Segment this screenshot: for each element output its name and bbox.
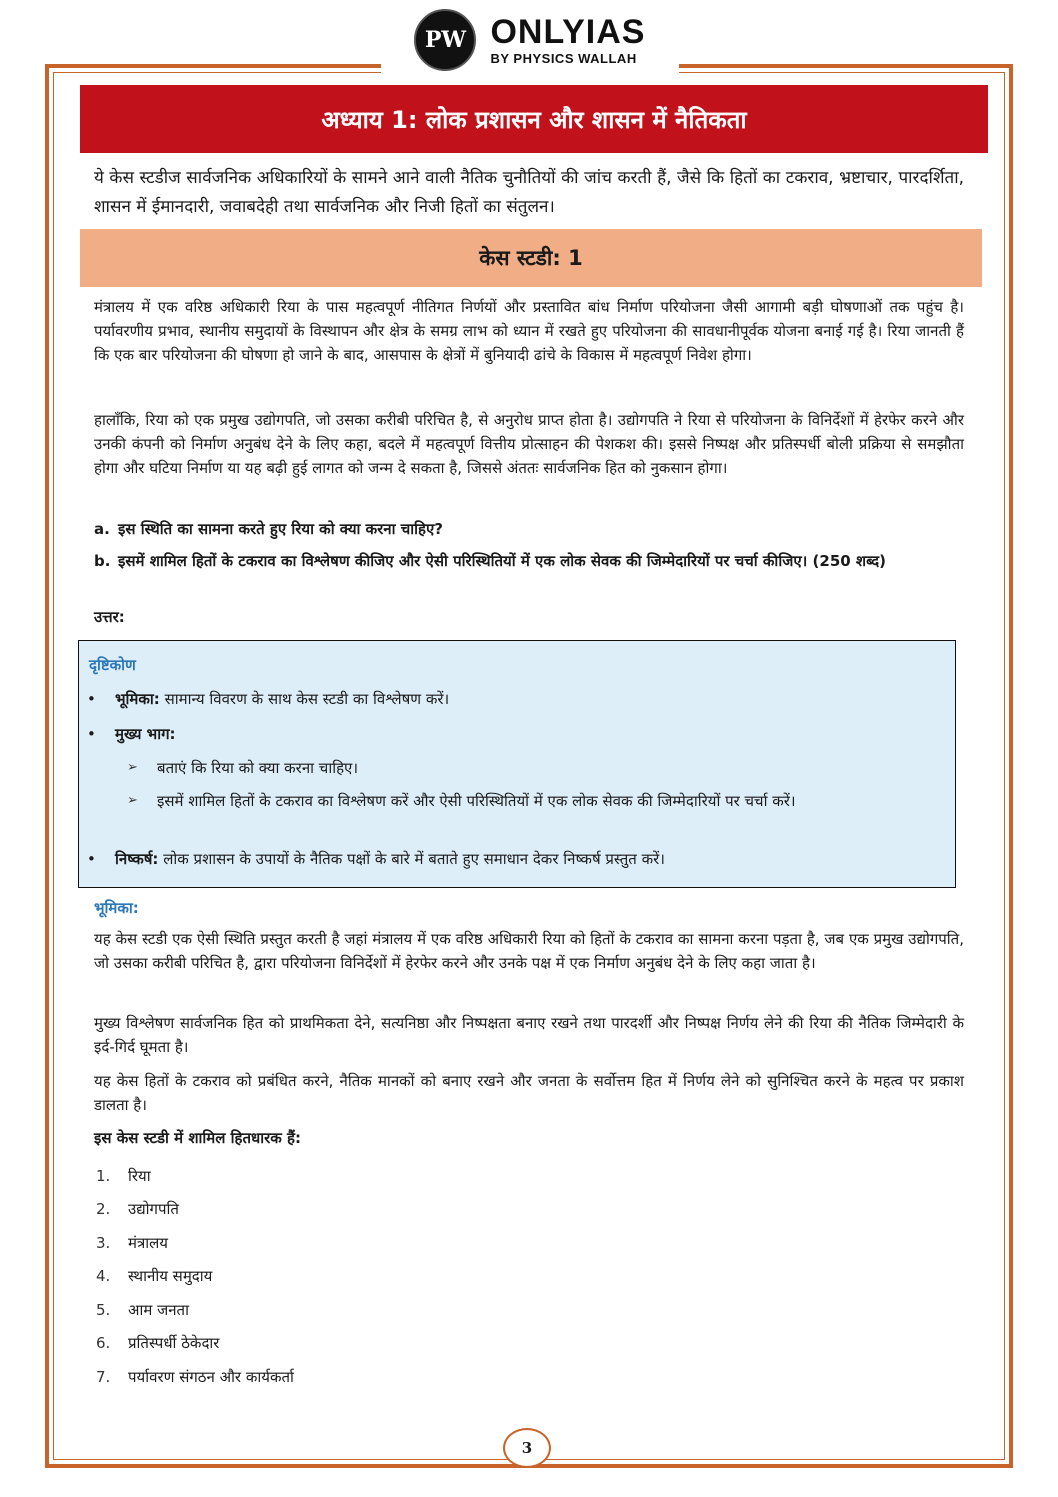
question-text: इसमें शामिल हितों के टकराव का विश्लेषण कीजिए और ऐसी परिस्थितियों में एक लोक सेवक की जिम्मेदारियों पर चर्चा कीजिए। (250 शब्द)	[118, 552, 886, 570]
list-item: 5. आम जनता	[96, 1300, 189, 1319]
approach-conclusion-text: लोक प्रशासन के उपायों के नैतिक पक्षों के बारे में बताते हुए समाधान देकर निष्कर्ष प्रस्तुत करें।	[163, 850, 665, 868]
case-paragraph: मंत्रालय में एक वरिष्ठ अधिकारी रिया के पास महत्वपूर्ण नीतिगत निर्णयों और प्रस्तावित बांध निर्माण परियोजना जैसी आगामी बड़ी घोषणाओं तक पहुंच है। पर्यावरणीय प्रभाव, स्थानीय समुदायों के विस्थापन और क्षेत्र के समग्र लाभ को ध्यान में रखते हुए परियोजना की सावधानीपूर्वक योजना बनाई गई है। रिया जानती हैं कि एक बार परियोजना की घोषणा हो जाने के बाद, आसपास के क्षेत्रों में बुनियादी ढांचे के विकास में महत्वपूर्ण निवेश होगा।	[94, 298, 964, 364]
question-marker: b.	[94, 552, 111, 570]
approach-conclusion-label: निष्कर्ष:	[115, 850, 159, 868]
approach-intro-point	[79, 687, 939, 711]
list-item: 3. मंत्रालय	[96, 1233, 169, 1252]
approach-sub-text: इसमें शामिल हितों के टकराव का विश्लेषण करें और ऐसी परिस्थितियों में एक लोक सेवक की जिम्मेदारियों पर चर्चा करें।	[157, 792, 796, 810]
question-marker: a.	[94, 520, 110, 538]
brand-name: ONLYIAS	[490, 13, 646, 51]
case-paragraph: हालाँकि, रिया को एक प्रमुख उद्योगपति, जो उसका करीबी परिचित है, से अनुरोध प्राप्त होता है। उद्योगपति ने रिया से परियोजना के विनिर्देशों में हेरफेर करने और उनकी कंपनी को निर्माण अनुबंध देने के लिए कहा, बदले में महत्वपूर्ण वित्तीय प्रोत्साहन की पेशकश की। इससे निष्पक्ष और प्रतिस्पर्धी बोली प्रक्रिया से समझौता होगा और घटिया निर्माण या यह बढ़ी हुई लागत को जन्म दे सकता है, जिससे अंततः सार्वजनिक हित को नुकसान होगा।	[94, 411, 964, 477]
case-study-title: केस स्टडी: 1	[80, 229, 982, 287]
approach-main-label: मुख्य भाग:	[115, 725, 176, 743]
arrow-bullet-icon: ➢	[127, 760, 138, 775]
list-item: 6. प्रतिस्पर्धी ठेकेदार	[96, 1334, 220, 1353]
approach-intro-label: भूमिका:	[115, 690, 160, 708]
approach-intro-text: सामान्य विवरण के साथ केस स्टडी का विश्लेषण करें।	[164, 690, 450, 708]
introduction-paragraph: यह केस स्टडी एक ऐसी स्थिति प्रस्तुत करती है जहां मंत्रालय में एक वरिष्ठ अधिकारी रिया को हितों के टकराव का सामना करना पड़ता है, जब एक प्रमुख उद्योगपति, जो उसका करीबी परिचित है, द्वारा परियोजना विनिर्देशों में हेरफेर करने और उनके पक्ष में एक निर्माण अनुबंध देने के लिए कहा जाता है।	[94, 930, 964, 972]
approach-sub-point	[127, 756, 947, 780]
introduction-heading: भूमिका:	[94, 899, 139, 917]
chapter-intro: ये केस स्टडीज सार्वजनिक अधिकारियों के सामने आने वाली नैतिक चुनौतियों की जांच करती हैं, जैसे कि हितों का टकराव, भ्रष्टाचार, पारदर्शिता, शासन में ईमानदारी, जवाबदेही तथा सार्वजनिक और निजी हितों का संतुलन।	[94, 168, 964, 217]
question-text: इस स्थिति का सामना करते हुए रिया को क्या करना चाहिए?	[118, 520, 443, 538]
bullet-icon: •	[87, 850, 96, 868]
list-item: 1. रिया	[96, 1166, 151, 1185]
introduction-paragraph: मुख्य विश्लेषण सार्वजनिक हित को प्राथमिकता देने, सत्यनिष्ठा और निष्पक्षता बनाए रखने तथा पारदर्शी और निष्पक्ष निर्णय लेने की रिया की नैतिक जिम्मेदारी के इर्द-गिर्द घूमता है।	[94, 1014, 964, 1056]
list-item: 7. पर्यावरण संगठन और कार्यकर्ता	[96, 1367, 294, 1386]
page-number: 3	[503, 1428, 551, 1468]
approach-box	[78, 640, 956, 888]
chapter-title: अध्याय 1: लोक प्रशासन और शासन में नैतिकता	[80, 85, 988, 153]
stakeholders-heading: इस केस स्टडी में शामिल हितधारक हैं:	[94, 1129, 302, 1147]
question-b	[94, 549, 964, 573]
approach-title: दृष्टिकोण	[89, 656, 136, 674]
answer-label: उत्तर:	[94, 608, 125, 626]
question-a	[94, 517, 964, 541]
approach-sub-point	[127, 789, 947, 813]
header-logo	[381, 2, 679, 78]
approach-sub-text: बताएं कि रिया को क्या करना चाहिए।	[157, 759, 359, 777]
approach-conclusion-point	[79, 847, 939, 871]
introduction-paragraph: यह केस हितों के टकराव को प्रबंधित करने, नैतिक मानकों को बनाए रखने और जनता के सर्वोत्तम हित में निर्णय लेने को सुनिश्चित करने के महत्व पर प्रकाश डालता है।	[94, 1072, 964, 1114]
stakeholders-list	[96, 1159, 294, 1394]
list-item: 2. उद्योगपति	[96, 1200, 179, 1219]
pw-logo-icon: PW	[414, 9, 476, 71]
bullet-icon: •	[87, 725, 96, 743]
brand-tagline: BY PHYSICS WALLAH	[490, 51, 637, 66]
list-item: 4. स्थानीय समुदाय	[96, 1267, 213, 1286]
bullet-icon: •	[87, 690, 96, 708]
brand-wordmark	[490, 15, 645, 65]
approach-main-point	[79, 722, 939, 746]
arrow-bullet-icon: ➢	[127, 793, 138, 808]
